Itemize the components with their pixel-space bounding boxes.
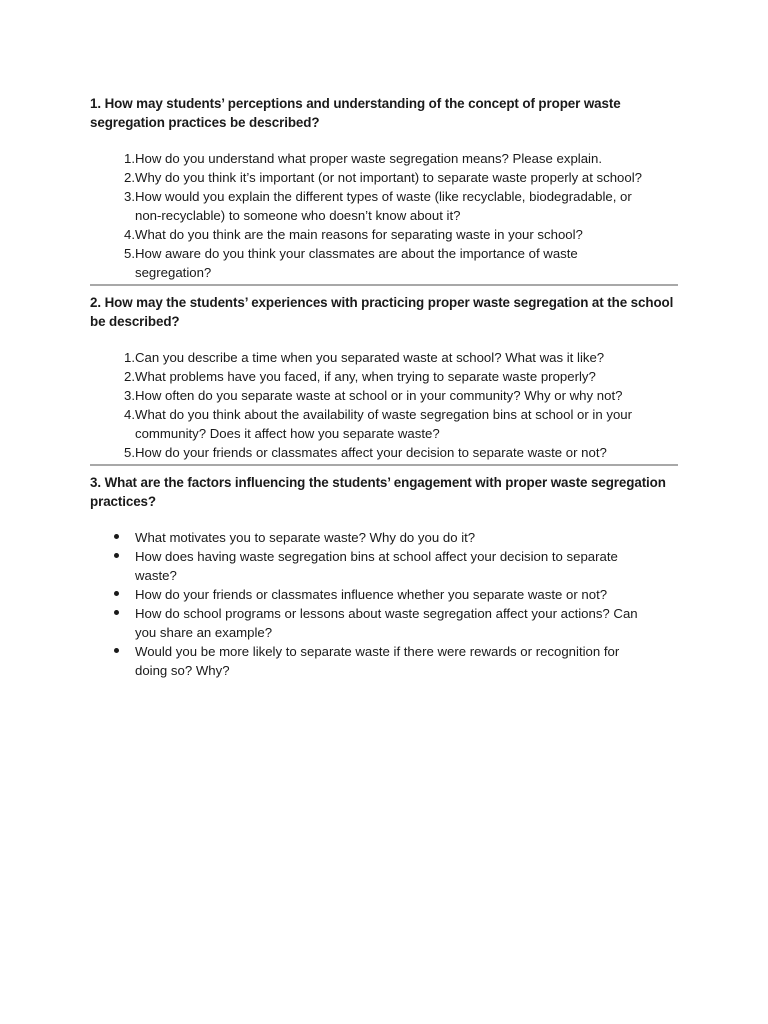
question-text: What do you think about the availability of waste segregation bins at school or in your community? Does it affect how you separate waste? bbox=[135, 407, 633, 441]
question-text: Can you describe a time when you separated waste at school? What was it like? bbox=[135, 350, 605, 365]
list-item bbox=[90, 443, 678, 462]
question-text: How do your friends or classmates affect your decision to separate waste or not? bbox=[135, 445, 607, 460]
list-item bbox=[90, 187, 678, 225]
bullet-icon bbox=[114, 534, 119, 539]
list-item bbox=[90, 604, 678, 642]
list-number: 1. bbox=[124, 350, 135, 365]
question-text: What problems have you faced, if any, when trying to separate waste properly? bbox=[135, 369, 596, 384]
section-heading: 2. How may the students’ experiences with practicing proper waste segregation at the school be described? bbox=[90, 295, 674, 329]
question-text: What motivates you to separate waste? Why do you do it? bbox=[135, 530, 476, 545]
question-text: How do school programs or lessons about waste segregation affect your actions? Can you share an example? bbox=[135, 606, 638, 640]
question-text: How aware do you think your classmates are about the importance of waste segregation? bbox=[135, 246, 578, 280]
bullet-icon bbox=[114, 553, 119, 558]
list-item bbox=[90, 405, 678, 443]
question-list bbox=[90, 149, 678, 282]
section-divider bbox=[90, 284, 678, 286]
list-item bbox=[90, 367, 678, 386]
section-1 bbox=[90, 94, 678, 282]
list-number: 1. bbox=[124, 151, 135, 166]
list-number: 2. bbox=[124, 369, 135, 384]
question-text: How would you explain the different types of waste (like recyclable, biodegradable, or non-recyclable) to someone who doesn’t know about it? bbox=[135, 189, 632, 223]
list-item bbox=[90, 642, 678, 680]
section-divider bbox=[90, 464, 678, 466]
list-item bbox=[90, 348, 678, 367]
question-text: How do your friends or classmates influence whether you separate waste or not? bbox=[135, 587, 608, 602]
question-list bbox=[90, 348, 678, 462]
question-text: How do you understand what proper waste segregation means? Please explain. bbox=[135, 151, 602, 166]
bullet-icon bbox=[114, 610, 119, 615]
section-3 bbox=[90, 473, 678, 680]
question-text: Why do you think it’s important (or not important) to separate waste properly at school? bbox=[135, 170, 642, 185]
bullet-icon bbox=[114, 591, 119, 596]
list-number: 5. bbox=[124, 246, 135, 261]
question-text: How often do you separate waste at school or in your community? Why or why not? bbox=[135, 388, 623, 403]
list-item bbox=[90, 528, 678, 547]
list-item bbox=[90, 225, 678, 244]
question-text: How does having waste segregation bins at school affect your decision to separate waste? bbox=[135, 549, 618, 583]
list-number: 3. bbox=[124, 388, 135, 403]
question-text: Would you be more likely to separate waste if there were rewards or recognition for doing so? Why? bbox=[135, 644, 620, 678]
list-item bbox=[90, 149, 678, 168]
bullet-icon bbox=[114, 648, 119, 653]
list-number: 5. bbox=[124, 445, 135, 460]
question-list bbox=[90, 528, 678, 680]
list-item bbox=[90, 168, 678, 187]
list-number: 4. bbox=[124, 407, 135, 422]
section-heading: 1. How may students’ perceptions and understanding of the concept of proper waste segregation practices be described? bbox=[90, 96, 621, 130]
question-text: What do you think are the main reasons for separating waste in your school? bbox=[135, 227, 583, 242]
list-number: 4. bbox=[124, 227, 135, 242]
list-item bbox=[90, 244, 678, 282]
section-2 bbox=[90, 293, 678, 462]
list-number: 3. bbox=[124, 189, 135, 204]
list-number: 2. bbox=[124, 170, 135, 185]
list-item bbox=[90, 585, 678, 604]
section-heading: 3. What are the factors influencing the students’ engagement with proper waste segregation practices? bbox=[90, 475, 666, 509]
list-item bbox=[90, 386, 678, 405]
list-item bbox=[90, 547, 678, 585]
